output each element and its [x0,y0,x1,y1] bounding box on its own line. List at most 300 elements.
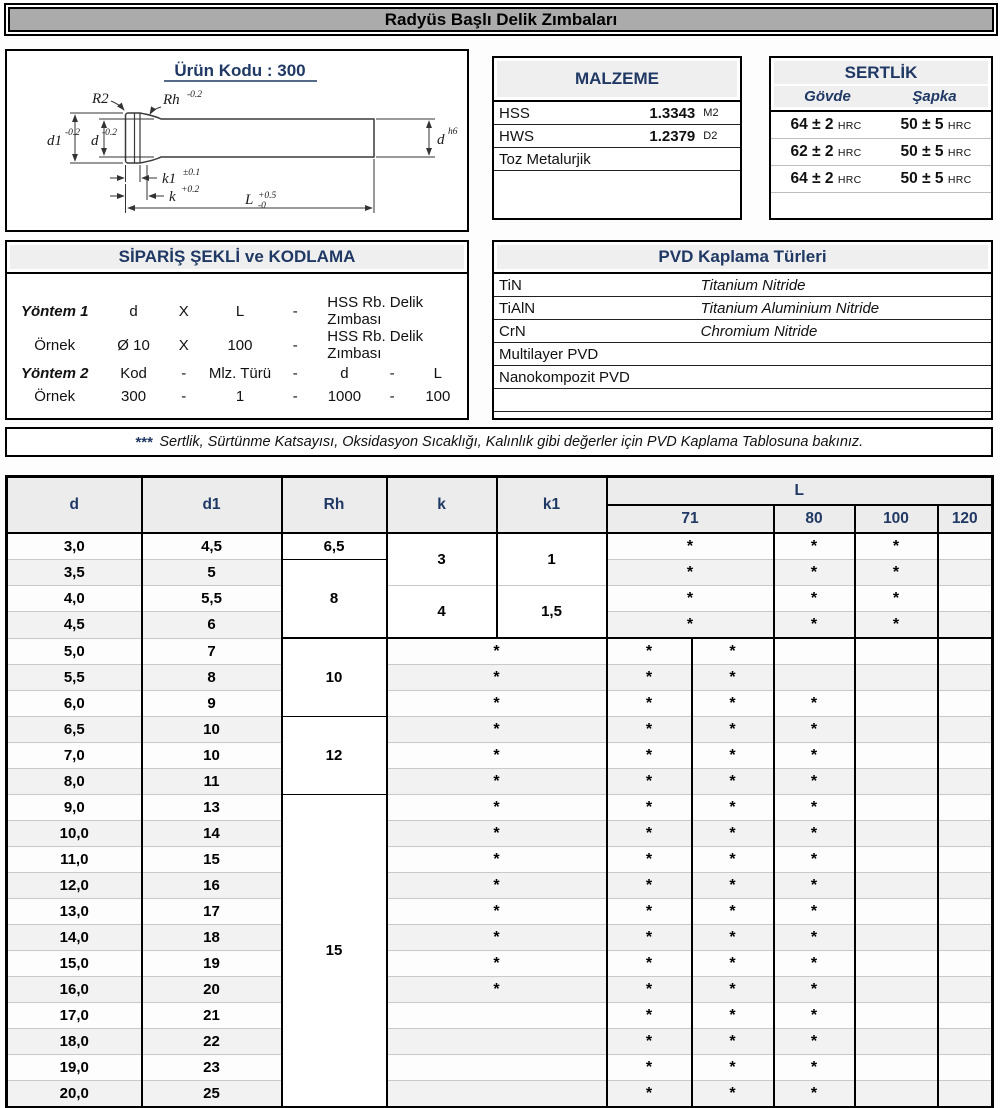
cell-l120 [938,795,993,821]
cell-k-k1-merged [387,1003,607,1029]
technical-drawing-panel [5,49,469,232]
cell-l100 [855,795,938,821]
pvd-row [494,297,991,320]
cell-k: 4 [387,586,497,639]
header-l-120: 120 [938,505,993,533]
cell-l120 [938,691,993,717]
siparis-title: SİPARİŞ ŞEKLİ ve KODLAMA [10,245,464,269]
cell-d: 4,0 [7,586,142,612]
pvd-empty-row [494,389,991,412]
cell-l100 [855,1003,938,1029]
cell-l80 [774,638,855,665]
cell-d1: 16 [142,873,282,899]
cell-l120 [938,769,993,795]
cell-k-k1-merged: * [387,847,607,873]
coating-name [696,366,991,389]
cell-l80: * [774,586,855,612]
malzeme-row [494,148,740,171]
rh-tolerance: -0.2 [187,90,203,100]
code-part: 300 [121,388,147,405]
hardness-number: 50 ± 5 [900,170,948,187]
cell-l71b: * [692,1029,774,1055]
header-k: k [387,477,497,534]
size-row [7,691,993,717]
cell-d1: 11 [142,769,282,795]
coating-name: Titanium Aluminium Nitride [696,297,991,320]
cell-l120 [938,1081,993,1108]
cell-l80: * [774,533,855,560]
size-row [7,717,993,743]
hardness-unit: HRC [947,174,972,186]
cell-d: 18,0 [7,1029,142,1055]
cell-k1: 1 [497,533,607,586]
k1-tolerance: ±0.1 [183,168,201,178]
cell-d: 15,0 [7,951,142,977]
cell-l80: * [774,821,855,847]
size-row [7,638,993,665]
code-part: 1000 [327,388,362,405]
siparis-row [7,328,467,362]
cell-l120 [938,847,993,873]
r2-label: R2 [92,91,109,107]
cell-l100 [855,1055,938,1081]
code-part: - [389,365,395,382]
cell-d: 14,0 [7,925,142,951]
coating-name [696,343,991,366]
cell-d: 6,5 [7,717,142,743]
size-table-body [7,533,993,1108]
cell-l100 [855,665,938,691]
cell-d1: 5,5 [142,586,282,612]
code-part: - [292,365,298,382]
dh6-tolerance: h6 [448,127,458,137]
product-code-title: Ürün Kodu : 300 [174,61,306,80]
code-part: Mlz. Türü [208,365,272,382]
hardness-unit: HRC [837,147,862,159]
cell-d1: 19 [142,951,282,977]
punch-outline [126,113,375,163]
header-k1: k1 [497,477,607,534]
coating-code: TiAlN [494,297,696,320]
pvd-row [494,274,991,297]
code-part: 1 [235,388,245,405]
cell-l100: * [855,560,938,586]
sertlik-header [771,58,991,112]
cell-l100: * [855,586,938,612]
code-part: Kod [120,365,147,382]
sertlik-col-govde: Gövde [774,86,881,107]
l-label: L [245,192,254,208]
cell-l100 [855,638,938,665]
note-bar [5,427,993,457]
cell-l120 [938,951,993,977]
cell-k-k1-merged: * [387,769,607,795]
cell-d1: 21 [142,1003,282,1029]
size-row [7,899,993,925]
cell-d1: 9 [142,691,282,717]
cell-d1: 4,5 [142,533,282,560]
cell-d: 5,5 [7,665,142,691]
hardness-value [881,166,991,193]
cell-l80: * [774,977,855,1003]
material-code: 1.3343 [611,102,697,125]
cell-l71b: * [692,1003,774,1029]
cell-d: 17,0 [7,1003,142,1029]
sertlik-subheader [774,86,988,107]
sertlik-row [771,112,991,139]
header-l-100: 100 [855,505,938,533]
cell-k-k1-merged: * [387,743,607,769]
cell-rh: 10 [282,638,387,717]
cell-d: 3,5 [7,560,142,586]
header-l-80: 80 [774,505,855,533]
cell-d: 19,0 [7,1055,142,1081]
rh-label: Rh [163,92,180,108]
cell-d1: 20 [142,977,282,1003]
cell-l80: * [774,925,855,951]
cell-l71a: * [607,1081,692,1108]
cell-l71b: * [692,795,774,821]
cell-l71b: * [692,977,774,1003]
size-row [7,1081,993,1108]
cell-d: 5,0 [7,638,142,665]
note-text: Sertlik, Sürtünme Katsayısı, Oksidasyon Sıcaklığı, Kalınlık gibi değerler için PVD Kaplama Tablosuna bakınız. [159,434,864,450]
cell-l71b: * [692,1055,774,1081]
l-tolerance-top: +0.5 [258,191,277,201]
siparis-row [7,294,467,328]
coating-code: Multilayer PVD [494,343,696,366]
cell-k-k1-merged: * [387,977,607,1003]
k1-label: k1 [162,171,177,187]
cell-l120 [938,612,993,639]
cell-d1: 8 [142,665,282,691]
malzeme-row [494,125,740,148]
hardness-value [881,112,991,139]
cell-l80: * [774,795,855,821]
dh6-label: d [437,132,445,148]
code-part: 100 [425,388,451,405]
cell-d1: 18 [142,925,282,951]
siparis-table [7,294,467,408]
cell-l100 [855,1081,938,1108]
cell-d1: 6 [142,612,282,639]
cell-l120 [938,560,993,586]
cell-l80: * [774,560,855,586]
cell-l120 [938,899,993,925]
cell-l120 [938,821,993,847]
pvd-row [494,320,991,343]
cell-l100 [855,1029,938,1055]
cell-d1: 25 [142,1081,282,1108]
size-row [7,769,993,795]
code-part: X [178,302,189,320]
cell-l71a: * [607,691,692,717]
sertlik-col-sapka: Şapka [881,86,988,107]
cell-l80: * [774,1003,855,1029]
cell-l71b: * [692,638,774,665]
pvd-title: PVD Kaplama Türleri [497,245,988,269]
coating-code: Nanokompozit PVD [494,366,696,389]
header-l-71: 71 [607,505,774,533]
r2-leader [111,101,124,110]
sertlik-row [771,139,991,166]
hardness-unit: HRC [837,174,862,186]
size-row [7,977,993,1003]
cell-l100 [855,899,938,925]
cell-l120 [938,1003,993,1029]
cell-l80: * [774,691,855,717]
cell-l120 [938,665,993,691]
cell-d: 12,0 [7,873,142,899]
hardness-value [771,139,881,166]
cell-d1: 22 [142,1029,282,1055]
cell-l71a: * [607,1055,692,1081]
cell-l71b: * [692,665,774,691]
punch-drawing [7,51,467,230]
material-code [611,148,697,171]
code-description: HSS Rb. Delik Zımbası [327,328,424,362]
cell-k-k1-merged: * [387,899,607,925]
cell-l71a: * [607,665,692,691]
rh-leader [150,107,161,114]
sertlik-row [771,166,991,193]
sertlik-title: SERTLİK [774,61,988,84]
l-tolerance-bottom: -0 [258,201,266,211]
pvd-table [494,274,991,412]
cell-d: 10,0 [7,821,142,847]
cell-k-k1-merged: * [387,821,607,847]
d1-label: d1 [47,133,62,149]
cell-l80: * [774,951,855,977]
hardness-unit: HRC [947,147,972,159]
pvd-header [494,242,991,274]
k-label: k [169,189,176,205]
cell-l71a: * [607,821,692,847]
cell-l120 [938,873,993,899]
malzeme-table [494,102,740,171]
cell-l80: * [774,612,855,639]
cell-d1: 14 [142,821,282,847]
cell-l80: * [774,1029,855,1055]
cell-l120 [938,533,993,560]
cell-d: 13,0 [7,899,142,925]
cell-l71b: * [692,769,774,795]
cell-rh: 15 [282,795,387,1108]
cell-k-k1-merged: * [387,638,607,665]
code-part: d [340,365,349,382]
cell-l120 [938,1055,993,1081]
cell-d: 7,0 [7,743,142,769]
cell-l120 [938,1029,993,1055]
d-tolerance: -0.2 [102,128,118,138]
cell-l71b: * [692,873,774,899]
hardness-number: 64 ± 2 [790,170,838,187]
code-part: L [433,365,443,382]
cell-l120 [938,638,993,665]
cell-l71b: * [692,821,774,847]
cell-l71a: * [607,743,692,769]
cell-l120 [938,717,993,743]
siparis-header [7,242,467,274]
cell-l100: * [855,612,938,639]
material-grade [697,148,740,171]
code-part: - [181,388,187,405]
material-code: 1.2379 [611,125,697,148]
malzeme-row [494,102,740,125]
pvd-row [494,366,991,389]
cell-k: 3 [387,533,497,586]
pvd-panel [492,240,993,420]
cell-l80: * [774,717,855,743]
cell-d1: 5 [142,560,282,586]
material-name: HSS [494,102,611,125]
cell-l100 [855,717,938,743]
cell-d1: 17 [142,899,282,925]
hardness-number: 50 ± 5 [900,116,948,133]
siparis-row [7,362,467,385]
cell-d1: 10 [142,717,282,743]
cell-l71a: * [607,977,692,1003]
cell-rh: 6,5 [282,533,387,560]
malzeme-panel [492,56,742,220]
cell-d: 8,0 [7,769,142,795]
cell-k-k1-merged [387,1055,607,1081]
cell-d1: 23 [142,1055,282,1081]
cell-l120 [938,586,993,612]
method-label: Yöntem 1 [20,302,89,320]
cell-l100 [855,743,938,769]
cell-d: 16,0 [7,977,142,1003]
cell-l71a: * [607,795,692,821]
cell-d1: 13 [142,795,282,821]
cell-d: 6,0 [7,691,142,717]
size-row [7,665,993,691]
code-part: d [129,302,138,320]
coating-code: CrN [494,320,696,343]
cell-l80: * [774,769,855,795]
page-title: Radyüs Başlı Delik Zımbaları [8,7,994,32]
hardness-number: 64 ± 2 [790,116,838,133]
cell-l120 [938,925,993,951]
coating-name: Titanium Nitride [696,274,991,297]
cell-l71a: * [607,638,692,665]
size-row [7,586,993,612]
hardness-value [771,166,881,193]
cell-l100 [855,821,938,847]
d1-tolerance: -0.2 [65,128,81,138]
header-rh: Rh [282,477,387,534]
cell-l71b: * [692,717,774,743]
cell-l120 [938,743,993,769]
size-row [7,533,993,560]
cell-l80: * [774,899,855,925]
code-part: L [235,302,245,320]
cell-l71b: * [692,951,774,977]
cell-l71a: * [607,847,692,873]
size-row [7,951,993,977]
cell-l71b: * [692,691,774,717]
page-title-banner [4,3,998,36]
code-part: 100 [227,336,253,354]
k-tolerance: +0.2 [181,185,200,195]
malzeme-header [494,58,740,102]
cell-l100: * [855,533,938,560]
cell-l71a: * [607,951,692,977]
hardness-value [881,139,991,166]
method-label: Yöntem 2 [20,365,89,382]
cell-l71b: * [692,743,774,769]
cell-l120 [938,977,993,1003]
hardness-value [771,112,881,139]
cell-l71a: * [607,1029,692,1055]
code-part: - [292,336,298,354]
cell-l71a: * [607,1003,692,1029]
cell-d: 11,0 [7,847,142,873]
cell-d: 9,0 [7,795,142,821]
cell-k1: 1,5 [497,586,607,639]
cell-l71b: * [692,925,774,951]
cell-k-k1-merged: * [387,691,607,717]
material-grade: M2 [697,102,740,125]
size-row [7,795,993,821]
cell-l71: * [607,612,774,639]
cell-l71: * [607,560,774,586]
cell-d: 4,5 [7,612,142,639]
cell-l80: * [774,1081,855,1108]
cell-l71a: * [607,717,692,743]
cell-l100 [855,769,938,795]
cell-l71b: * [692,847,774,873]
example-label: Örnek [34,336,76,354]
sertlik-panel [769,56,993,220]
cell-l80 [774,665,855,691]
size-row [7,1029,993,1055]
size-row [7,1055,993,1081]
header-d: d [7,477,142,534]
cell-l80: * [774,873,855,899]
cell-l80: * [774,847,855,873]
cell-l80: * [774,1055,855,1081]
code-part: X [178,336,189,354]
cell-l71: * [607,586,774,612]
cell-k-k1-merged [387,1029,607,1055]
d-label: d [91,133,99,149]
code-description: HSS Rb. Delik Zımbası [327,294,424,328]
cell-d1: 15 [142,847,282,873]
malzeme-title: MALZEME [497,61,737,97]
code-part: - [292,302,298,320]
hardness-unit: HRC [837,120,862,132]
cell-d1: 10 [142,743,282,769]
hardness-unit: HRC [947,120,972,132]
material-name: HWS [494,125,611,148]
code-part: - [181,365,187,382]
size-table [5,475,994,1108]
header-d1: d1 [142,477,282,534]
cell-rh: 12 [282,717,387,795]
code-part: - [292,388,298,405]
sertlik-table [771,112,991,193]
example-label: Örnek [34,388,76,405]
cell-k-k1-merged: * [387,795,607,821]
cell-l71b: * [692,899,774,925]
cell-l71b: * [692,1081,774,1108]
size-row [7,925,993,951]
hardness-number: 50 ± 5 [900,143,948,160]
cell-l80: * [774,743,855,769]
cell-k-k1-merged: * [387,925,607,951]
material-name: Toz Metalurjik [494,148,611,171]
